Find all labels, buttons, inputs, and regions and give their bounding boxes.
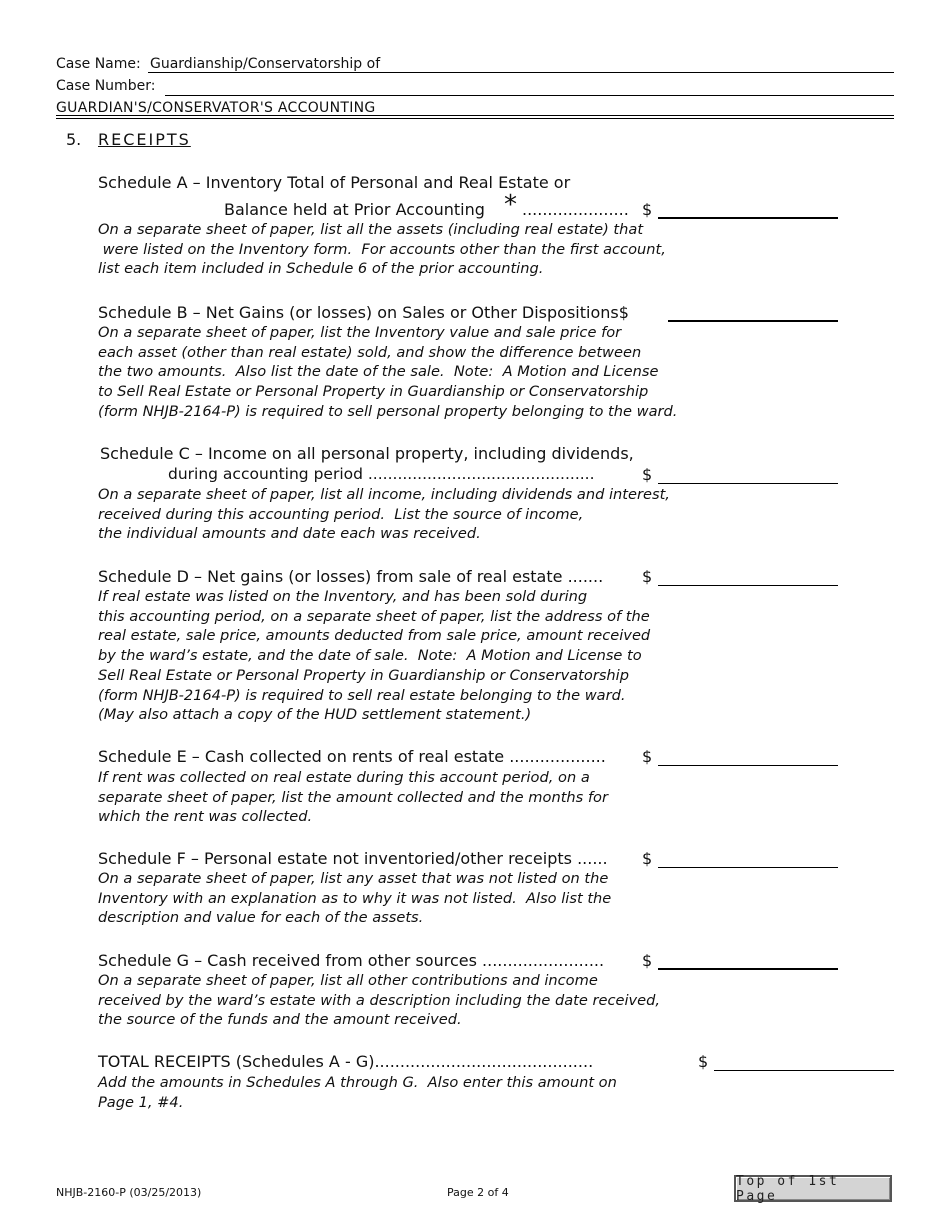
document-title: GUARDIAN'S/CONSERVATOR'S ACCOUNTING: [56, 100, 376, 116]
schedule-a-amount-field[interactable]: [658, 217, 838, 219]
schedule-d-instructions: If real estate was listed on the Inventory, and has been sold during this accounting period, on a separate sheet of paper, list the address of the real estate, sale price, amounts deducted from sale price, amount received by the ward’s estate, and the date of sale. Note: A Motion and License to Sell Real Estate or Personal Property in Guardianship or Conservatorship (form NHJB-2164-P) is required to sell real estate belonging to the ward. (May also attach a copy of the HUD settlement statement.): [98, 588, 651, 724]
schedule-b-instructions: On a separate sheet of paper, list the Inventory value and sale price for each asset (other than real estate) sold, and show the difference between the two amounts. Also list the date of the sale. Note: A Motion and License to Sell Real Estate or Personal Property in Guardianship or Conservatorship (form NHJB-2164-P) is required to sell personal property belonging to the ward.: [98, 324, 678, 420]
top-of-first-page-button[interactable]: Top of 1st Page: [734, 1175, 892, 1202]
total-receipts-instructions: Add the amounts in Schedules A through G. Also enter this amount on Page 1, #4.: [98, 1074, 617, 1111]
schedule-g-title: Schedule G – Cash received from other sources ........................: [98, 951, 605, 970]
schedule-f-amount-field[interactable]: [658, 867, 838, 868]
schedule-a-title: Schedule A – Inventory Total of Personal and Real Estate or: [98, 173, 571, 192]
schedule-e-instructions: If rent was collected on real estate during this account period, on a separate sheet of paper, list the amount collected and the months for which the rent was collected.: [98, 769, 608, 826]
title-underline-2: [56, 118, 894, 119]
schedule-a-dots: .....................: [522, 200, 629, 219]
total-receipts-title: TOTAL RECEIPTS (Schedules A - G)...........................................: [98, 1052, 594, 1071]
schedule-g-dollar: $: [642, 951, 653, 970]
title-underline-1: [56, 115, 894, 116]
schedule-c-subtitle: during accounting period ..............................................: [168, 465, 595, 483]
case-number-underline: [165, 95, 894, 96]
schedule-e-amount-field[interactable]: [658, 765, 838, 766]
schedule-c-title: Schedule C – Income on all personal property, including dividends,: [100, 444, 634, 463]
total-receipts-amount-field[interactable]: [714, 1070, 894, 1071]
schedule-c-amount-field[interactable]: [658, 483, 838, 484]
case-name-field[interactable]: Guardianship/Conservatorship of: [150, 56, 381, 72]
schedule-f-dollar: $: [642, 849, 653, 868]
schedule-e-title: Schedule E – Cash collected on rents of real estate ...................: [98, 747, 606, 766]
schedule-a-dollar: $: [642, 200, 653, 219]
schedule-c-dollar: $: [642, 465, 653, 484]
case-name-underline: [148, 72, 894, 73]
asterisk-marker: *: [504, 190, 517, 220]
section-number: 5.: [66, 130, 82, 149]
schedule-d-dollar: $: [642, 567, 653, 586]
schedule-f-title: Schedule F – Personal estate not inventoried/other receipts ......: [98, 849, 608, 868]
form-identifier: NHJB-2160-P (03/25/2013): [56, 1186, 202, 1199]
schedule-g-amount-field[interactable]: [658, 968, 838, 970]
schedule-c-instructions: On a separate sheet of paper, list all income, including dividends and interest, received during this accounting period. List the source of income, the individual amounts and date each was received.: [98, 486, 670, 543]
schedule-a-instructions: On a separate sheet of paper, list all the assets (including real estate) that were listed on the Inventory form. For accounts other than the first account, list each item included in Schedule 6 of the prior accounting.: [98, 221, 666, 278]
schedule-e-dollar: $: [642, 747, 653, 766]
schedule-a-subtitle: Balance held at Prior Accounting: [224, 200, 485, 219]
page-number: Page 2 of 4: [447, 1186, 509, 1199]
schedule-g-instructions: On a separate sheet of paper, list all other contributions and income received by the ward’s estate with a description including the date received, the source of the funds and the amount received.: [98, 972, 661, 1029]
section-title: RECEIPTS: [98, 130, 191, 149]
schedule-b-amount-field[interactable]: [668, 320, 838, 322]
schedule-b-title: Schedule B – Net Gains (or losses) on Sales or Other Dispositions$: [98, 303, 629, 322]
schedule-d-title: Schedule D – Net gains (or losses) from sale of real estate .......: [98, 567, 604, 586]
schedule-f-instructions: On a separate sheet of paper, list any asset that was not listed on the Inventory with an explanation as to why it was not listed. Also list the description and value for each of the assets.: [98, 870, 612, 927]
schedule-d-amount-field[interactable]: [658, 585, 838, 586]
case-number-label: Case Number:: [56, 78, 156, 94]
case-name-label: Case Name:: [56, 56, 141, 72]
total-receipts-dollar: $: [698, 1052, 709, 1071]
